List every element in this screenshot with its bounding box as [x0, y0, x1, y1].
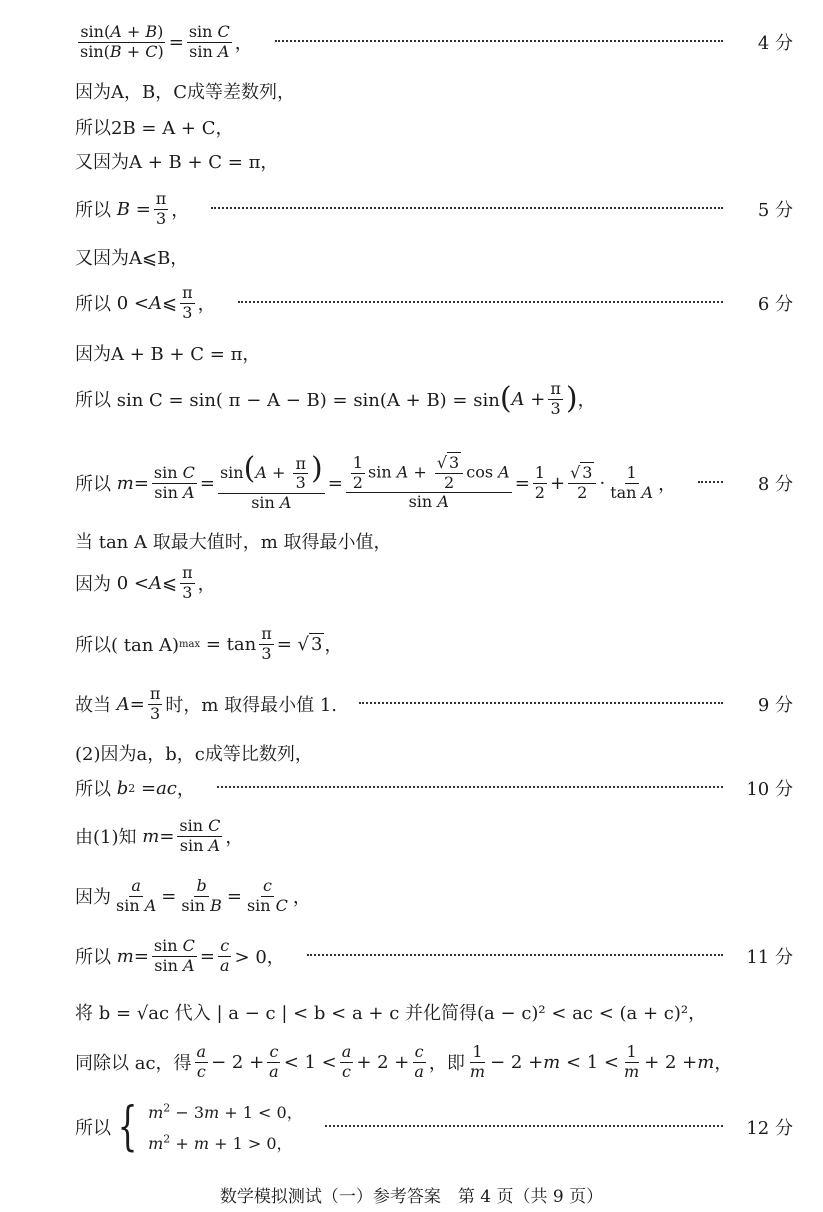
score: 10 分	[746, 779, 793, 800]
dot-leader	[698, 481, 723, 483]
line-8	[75, 340, 793, 366]
line-20	[75, 998, 793, 1026]
fraction: $\frac{\sin(A + B)}{\sin(B + C)}$	[80, 22, 164, 61]
fraction: $\frac{1}{m}$	[624, 1042, 640, 1081]
line-22	[75, 1096, 793, 1158]
text: 因为	[75, 574, 111, 595]
fraction: $\frac{\pi}{3}$	[155, 189, 167, 228]
line-19: 所以 m = $\frac{\text{sin C}}{\text{sin A}}$ = $\frac{c}{a}$ > 0， 11 分	[75, 936, 793, 975]
line-18: 因为 $\frac{a}{\text{sin A}}$ = $\frac{b}{\text{sin B}}$ = $\frac{c}{\text{sin C}}$ ，	[75, 876, 311, 915]
fraction: $\frac{\text{sin C}}{\text{sin A}}$	[153, 463, 195, 502]
text: 故当	[75, 695, 111, 716]
fraction: $\frac{\pi}{3}$	[149, 684, 161, 723]
fraction: $\frac{\text{sin C}}{\text{sin A}}$	[188, 22, 230, 61]
text: 所以( tan A)	[75, 635, 180, 656]
text: 所以	[75, 294, 111, 315]
dot-leader	[325, 1125, 723, 1127]
fraction: $\frac{1}{2}$ sin A + $\frac{√ 3}{2}$ cos A sin A	[346, 454, 512, 511]
text: 所以	[75, 779, 111, 800]
fraction: $\frac{1}{m}$	[469, 1042, 486, 1081]
dot-leader	[238, 301, 723, 303]
line-17: 由(1)知 m = $\frac{\text{sin C}}{\text{sin A}}$ ，	[75, 816, 244, 855]
fraction: $\frac{\pi}{3}$	[261, 624, 272, 663]
text: 又因为A⩽B，	[75, 248, 189, 269]
text: 所以 sin C = sin( π − A − B) = sin(A + B) = sin	[75, 390, 500, 411]
text: 因为A + B + C = π，	[75, 344, 261, 365]
text: 同除以 ac，得	[75, 1053, 192, 1074]
line-3	[75, 114, 793, 140]
text: 由(1)知	[75, 827, 137, 848]
line-15	[75, 740, 793, 766]
text: 所以2B = A + C，	[75, 118, 234, 139]
text: 所以	[75, 474, 111, 495]
line-7: 所以 0 < A ⩽ $\frac{\pi}{3}$ ， 6 分	[75, 283, 793, 322]
line-10: 所以 m = $\frac{\text{sin C}}{\text{sin A}}$ = sin(A + $\frac{\pi}{3}$ ) sin A = $\frac{1}{2}$ sin A + $\frac{√ 3}{2}$ cos A sin A = $\frac{1}{2}$ + $\frac{√ 3}{2}$ · $\frac{1}{\text{tan A}}$ ， 8 分	[75, 451, 793, 512]
line-16: 所以 b 2 = ac ， 10 分	[75, 774, 793, 802]
fraction: $\frac{a}{c}$	[196, 1042, 207, 1081]
line-11	[75, 528, 793, 554]
fraction: $\frac{\text{sin C}}{\text{sin A}}$	[153, 936, 195, 975]
text: (2)因为a，b，c成等比数列，	[75, 744, 313, 765]
dot-leader	[217, 786, 723, 788]
text: 将 b = √ac 代入 | a − c | < b < a + c 并化简得(a − c)² < ac < (a + c)²，	[75, 1003, 707, 1024]
score: 4 分	[757, 33, 793, 54]
line-1: $\frac{\sin(A + B)}{\sin(B + C)}$ = $\frac{\text{sin C}}{\text{sin A}}$ ， 4 分	[80, 22, 793, 61]
text: 因为A，B，C成等差数列，	[75, 82, 295, 103]
fraction: $\frac{\text{sin C}}{\text{sin A}}$	[179, 816, 221, 855]
dot-leader	[359, 702, 723, 704]
text: 所以	[75, 1118, 111, 1139]
line-14: 故当 A = $\frac{\pi}{3}$ 时，m 取得最小值 1. 9 分	[75, 684, 793, 723]
fraction: $\frac{\pi}{3}$	[550, 379, 561, 418]
dot-leader	[307, 954, 723, 956]
text: 因为	[75, 887, 111, 908]
fraction: $\frac{√ 3}{2}$	[568, 464, 596, 502]
fraction: $\frac{c}{a}$	[414, 1042, 424, 1081]
score: 6 分	[757, 294, 793, 315]
text: 又因为A + B + C = π，	[75, 152, 279, 173]
line-2	[75, 78, 793, 104]
score: 11 分	[746, 947, 793, 968]
line-4	[75, 148, 793, 174]
fraction: $\frac{c}{\text{sin C}}$	[246, 876, 288, 915]
score: 9 分	[757, 695, 793, 716]
line-13: 所以( tan A) max = tan $\frac{\pi}{3}$ = √ 3 ，	[75, 624, 343, 663]
dot-leader	[275, 40, 723, 42]
fraction: $\frac{\pi}{3}$	[182, 563, 193, 602]
line-9: 所以 sin C = sin( π − A − B) = sin(A + B) = sin ( A + $\frac{\pi}{3}$ ) ，	[75, 379, 596, 418]
fraction: $\frac{c}{a}$	[219, 936, 230, 975]
text: 所以	[75, 200, 111, 221]
fraction: $\frac{b}{\text{sin B}}$	[181, 876, 222, 915]
score: 5 分	[757, 200, 793, 221]
fraction: $\frac{\pi}{3}$	[182, 283, 193, 322]
equals: =	[168, 31, 184, 53]
text: 所以	[75, 947, 111, 968]
fraction: $\frac{1}{\text{tan A}}$	[610, 463, 654, 502]
line-12: 因为 0 < A ⩽ $\frac{\pi}{3}$ ，	[75, 563, 216, 602]
line-21: 同除以 ac，得 $\frac{a}{c}$ − 2 + $\frac{c}{a}$ < 1 < $\frac{a}{c}$ + 2 + $\frac{c}{a}$ ，即 $\frac{1}{m}$ − 2 + m < 1 < $\frac{1}{m}$ + 2 + m ，	[75, 1042, 733, 1081]
equation-system: { $m^2 - 3m + 1 < 0$， $m^2 + m + 1 > 0$，	[117, 1097, 303, 1157]
line-6	[75, 244, 793, 270]
fraction: $\frac{a}{c}$	[341, 1042, 352, 1081]
fraction: $\frac{a}{\text{sin A}}$	[116, 876, 157, 915]
page-footer: 数学模拟测试（一）参考答案 第 4 页（共 9 页）	[219, 1187, 604, 1207]
fraction: $\frac{1}{2}$	[534, 463, 545, 502]
text: 时，m 取得最小值 1.	[165, 695, 338, 716]
dot-leader	[211, 207, 723, 209]
score: 8 分	[757, 474, 793, 495]
score: 12 分	[746, 1118, 793, 1139]
text: ，即	[428, 1053, 465, 1074]
line-5: 所以 B = $\frac{\pi}{3}$ ， 5 分	[75, 189, 793, 228]
fraction: sin(A + $\frac{\pi}{3}$ ) sin A	[219, 451, 323, 512]
text: 当 tan A 取最大值时，m 取得最小值，	[75, 532, 392, 553]
fraction: $\frac{c}{a}$	[269, 1042, 279, 1081]
